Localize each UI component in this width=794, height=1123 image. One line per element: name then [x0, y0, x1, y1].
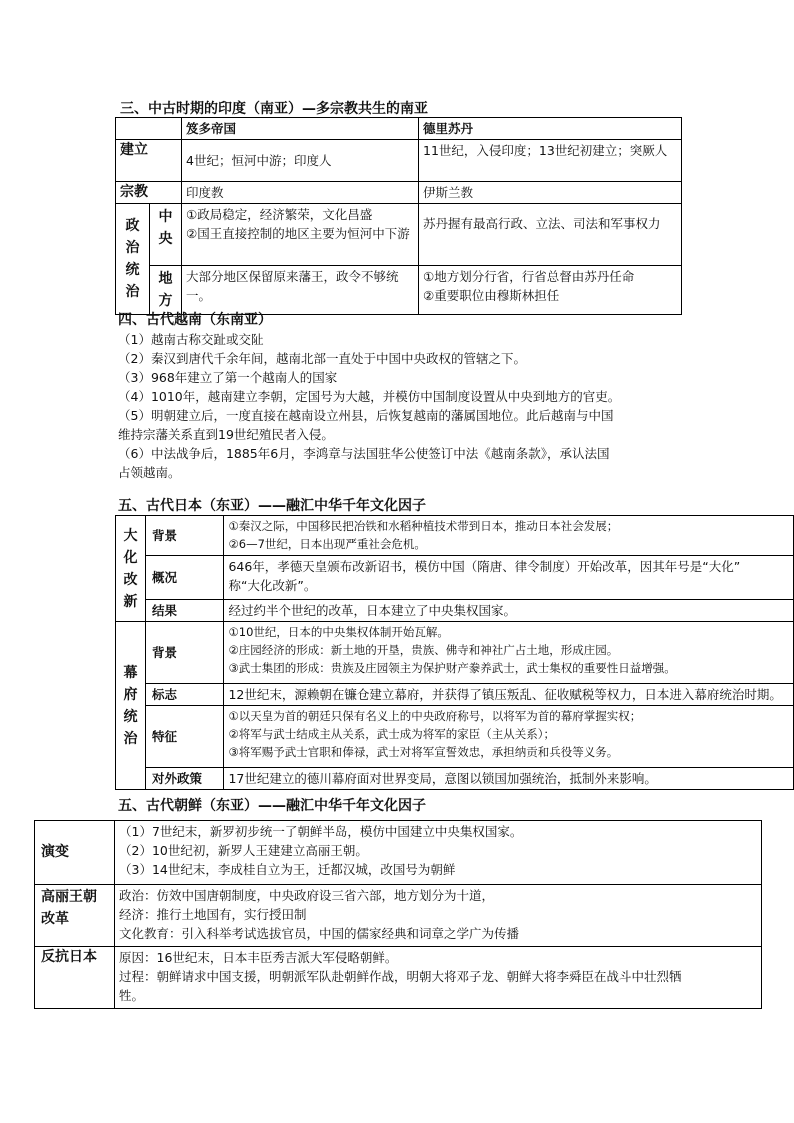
- row-label-resist-japan: 反抗日本: [35, 947, 115, 1009]
- col-header-gupta: 笈多帝国: [182, 118, 419, 140]
- religion-delhi: 伊斯兰教: [419, 182, 682, 204]
- vietnam-list: [118, 330, 680, 482]
- shogun-background: ①10世纪，日本的中央集权体制开始瓦解。 ②庄园经济的形成：新土地的开垦，贵族、佛寺和神社广占土地，形成庄园。 ③武士集团的形成：贵族及庄园领主为保护财产豢养武士，武士集权的重要性日益增强。: [224, 622, 794, 684]
- row-label-central: 中央: [150, 204, 182, 266]
- korea-table: [34, 820, 762, 1009]
- shogun-foreign: 17世纪建立的德川幕府面对世界变局，意图以锁国加强统治，抵制外来影响。: [224, 768, 794, 790]
- central-gupta: ①政局稳定，经济繁荣，文化昌盛 ②国王直接控制的地区主要为恒河中下游: [182, 204, 419, 266]
- list-item: （6）中法战争后，1885年6月，李鸿章与法国驻华公使签订中法《越南条款》，承认法国: [118, 446, 610, 461]
- taika-result: 经过约半个世纪的改革，日本建立了中央集权国家。: [224, 600, 794, 622]
- label-overview: 概况: [145, 556, 224, 600]
- local-delhi: ①地方划分行省，行省总督由苏丹任命 ②重要职位由穆斯林担任: [419, 266, 682, 315]
- taika-background: ①秦汉之际，中国移民把冶铁和水稻种植技术带到日本，推动日本社会发展； ②6—7世纪，日本出现严重社会危机。: [224, 516, 794, 556]
- korea-resist: 原因：16世纪末，日本丰臣秀吉派大军侵略朝鲜。 过程：朝鲜请求中国支援，明朝派军队赴朝鲜作战，明朝大将邓子龙、朝鲜大将李舜臣在战斗中壮烈牺 牲。: [115, 947, 762, 1009]
- label-background: 背景: [145, 622, 224, 684]
- local-gupta: 大部分地区保留原来藩王，政令不够统一。: [182, 266, 419, 315]
- korea-reform: 政治：仿效中国唐朝制度，中央政府设三省六部，地方划分为十道， 经济：推行土地国有，实行授田制 文化教育：引入科举考试选拔官员，中国的儒家经典和词章之学广为传播: [115, 885, 762, 947]
- row-label-religion: 宗教: [116, 182, 182, 204]
- taika-overview: 646年，孝德天皇颁布改新诏书，模仿中国（隋唐、律令制度）开始改革，因其年号是“大化” 称“大化改新”。: [224, 556, 794, 600]
- list-item: （3）968年建立了第一个越南人的国家: [118, 370, 338, 385]
- section-title-vietnam: 四、古代越南（东南亚）: [118, 312, 272, 328]
- list-item: 维持宗藩关系直到19世纪殖民者入侵。: [118, 427, 334, 442]
- label-mark: 标志: [145, 684, 224, 706]
- shogun-mark: 12世纪末，源赖朝在镰仓建立幕府，并获得了镇压叛乱、征收赋税等权力，日本进入幕府统治时期。: [224, 684, 794, 706]
- row-label-goryeo-reform: 高丽王朝改革: [35, 885, 115, 947]
- found-gupta: 4世纪；恒河中游；印度人: [182, 140, 419, 182]
- col-header-delhi: 德里苏丹: [419, 118, 682, 140]
- found-delhi: 11世纪，入侵印度；13世纪初建立；突厥人: [419, 140, 682, 182]
- row-label-taika: 大化改新: [116, 516, 146, 622]
- label-result: 结果: [145, 600, 224, 622]
- label-background: 背景: [145, 516, 224, 556]
- list-item: （2）秦汉到唐代千余年间，越南北部一直处于中国中央政权的管辖之下。: [118, 351, 526, 366]
- row-label-shogunate: 幕府统治: [116, 622, 146, 790]
- row-label-found: 建立: [116, 140, 182, 182]
- central-delhi: 苏丹握有最高行政、立法、司法和军事权力: [419, 204, 682, 266]
- section-title-india: 三、中古时期的印度（南亚）—多宗教共生的南亚: [120, 101, 428, 117]
- religion-gupta: 印度教: [182, 182, 419, 204]
- list-item: （4）1010年，越南建立李朝，定国号为大越，并模仿中国制度设置从中央到地方的官吏。: [118, 389, 621, 404]
- section-title-korea: 五、古代朝鲜（东亚）——融汇中华千年文化因子: [118, 798, 426, 814]
- label-foreign-policy: 对外政策: [145, 768, 224, 790]
- list-item: 占领越南。: [118, 465, 181, 480]
- list-item: （1）越南古称交趾或交阯: [118, 332, 264, 347]
- row-label-local: 地方: [150, 266, 182, 315]
- shogun-feature: ①以天皇为首的朝廷只保有名义上的中央政府称号，以将军为首的幕府掌握实权； ②将军与武士结成主从关系，武士成为将军的家臣（主从关系）； ③将军赐予武士官职和俸禄，武士对将军宣誓效忠，承担纳贡和兵役等义务。: [224, 706, 794, 768]
- japan-table: [115, 515, 794, 790]
- row-label-evolution: 演变: [35, 821, 115, 885]
- label-feature: 特征: [145, 706, 224, 768]
- row-label-politics: 政治统治: [116, 204, 150, 315]
- korea-evolution: （1）7世纪末，新罗初步统一了朝鲜半岛，模仿中国建立中央集权国家。 （2）10世纪初，新罗人王建建立高丽王朝。 （3）14世纪末，李成桂自立为王，迁都汉城，改国号为朝鲜: [115, 821, 762, 885]
- list-item: （5）明朝建立后，一度直接在越南设立州县，后恢复越南的藩属国地位。此后越南与中国: [118, 408, 614, 423]
- india-table: [115, 117, 682, 315]
- section-title-japan: 五、古代日本（东亚）——融汇中华千年文化因子: [118, 498, 426, 514]
